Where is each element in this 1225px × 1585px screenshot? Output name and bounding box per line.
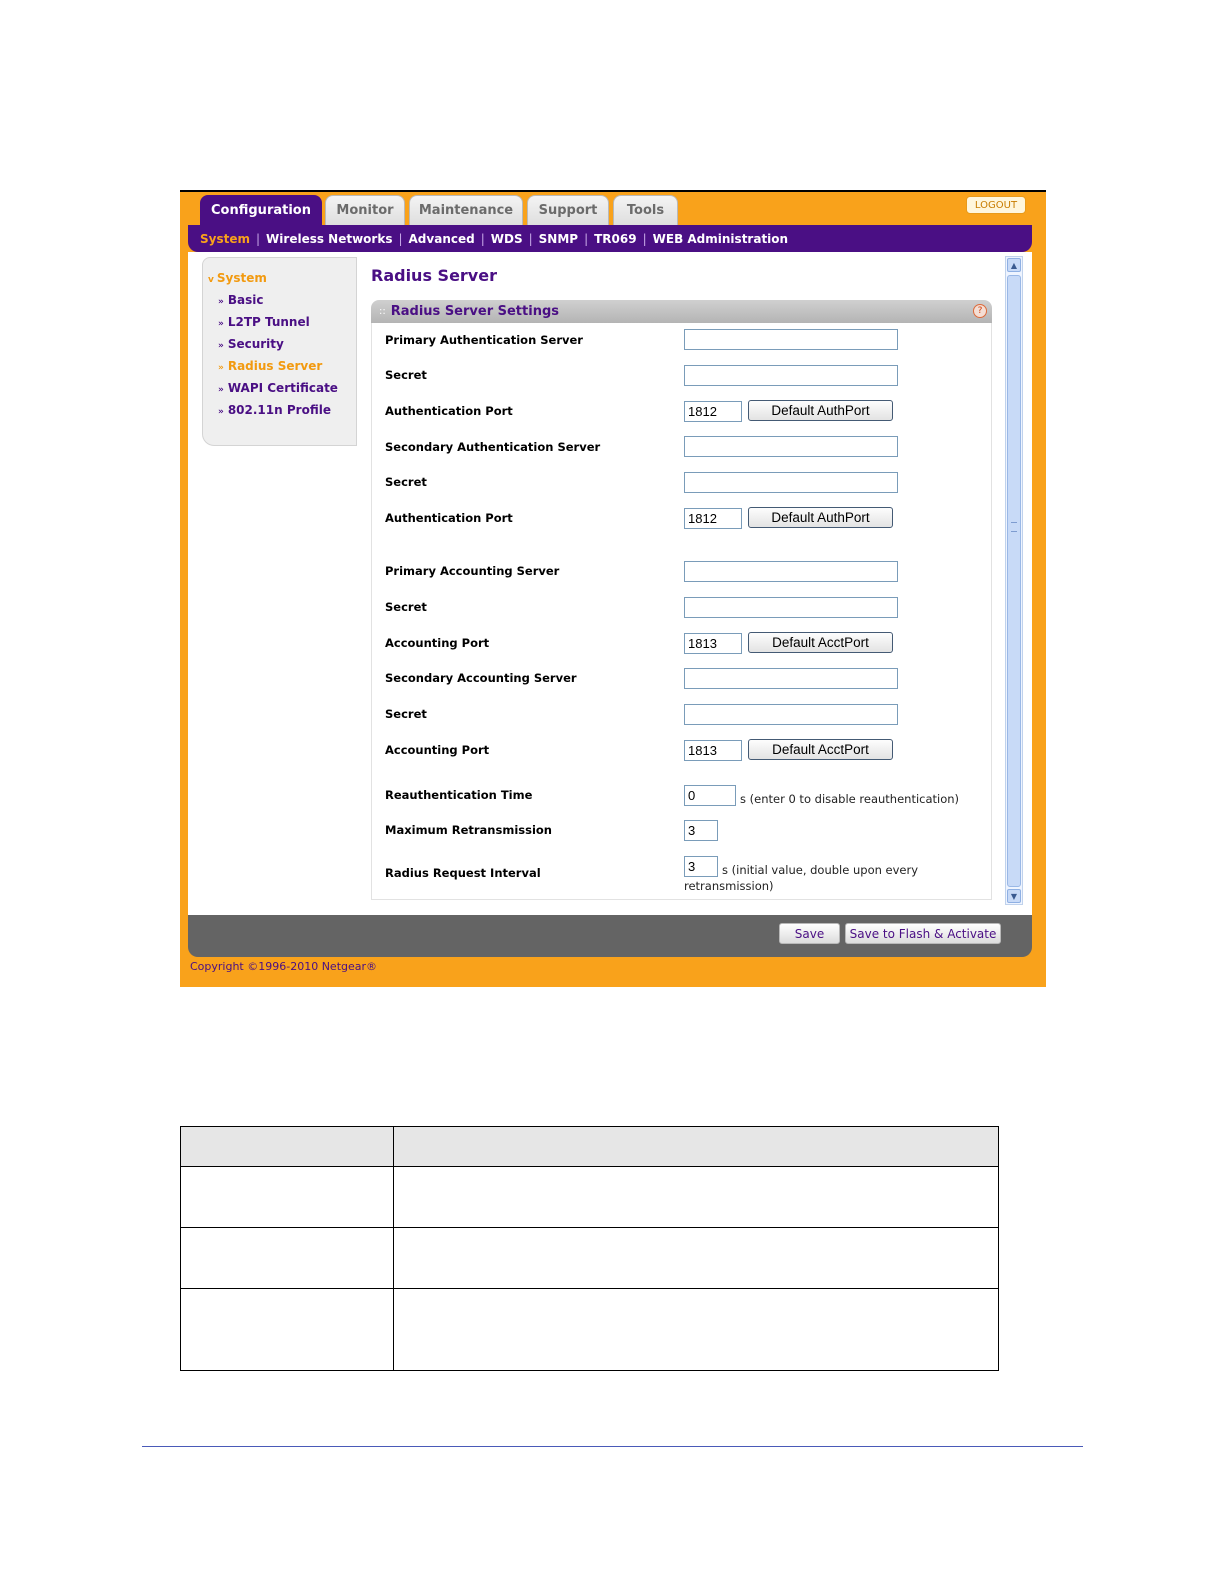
- table-cell: [394, 1289, 999, 1371]
- secondary-auth-secret-input[interactable]: [684, 472, 898, 493]
- page-title: Radius Server: [371, 266, 497, 285]
- primary-auth-server-label: Primary Authentication Server: [385, 333, 583, 347]
- subnav-web-administration[interactable]: WEB Administration: [652, 231, 789, 246]
- request-interval-note: s (initial value, double upon every: [722, 863, 919, 877]
- sidebar-heading-label: System: [216, 271, 267, 285]
- table-cell: [181, 1228, 394, 1289]
- secondary-auth-server-input[interactable]: [684, 436, 898, 457]
- scroll-up-icon[interactable]: ▲: [1007, 258, 1021, 272]
- default-acctport-button[interactable]: Default AcctPort: [748, 739, 893, 760]
- primary-acct-server-label: Primary Accounting Server: [385, 564, 560, 578]
- tab-configuration[interactable]: Configuration: [200, 195, 322, 225]
- table-cell: [394, 1167, 999, 1228]
- secondary-auth-server-label: Secondary Authentication Server: [385, 440, 601, 454]
- sub-navigation: [188, 225, 1032, 252]
- table-row: [181, 1167, 999, 1228]
- tab-support[interactable]: Support: [527, 195, 609, 225]
- subnav-snmp[interactable]: SNMP: [538, 231, 579, 246]
- copyright: Copyright ©1996-2010 Netgear®: [190, 960, 378, 973]
- table-cell: [181, 1289, 394, 1371]
- subnav-separator: |: [528, 231, 533, 246]
- sidebar-item-label: Basic: [227, 293, 264, 307]
- primary-auth-port-label: Authentication Port: [385, 404, 513, 418]
- secondary-auth-port-input[interactable]: [684, 508, 742, 529]
- secondary-auth-secret-label: Secret: [385, 475, 427, 489]
- subnav-system[interactable]: System: [200, 231, 250, 246]
- secondary-acct-server-input[interactable]: [684, 668, 898, 689]
- primary-acct-secret-input[interactable]: [684, 597, 898, 618]
- save-to-flash-activate-button[interactable]: Save to Flash & Activate: [845, 923, 1001, 944]
- table-row: [181, 1228, 999, 1289]
- sidebar-item-label: L2TP Tunnel: [227, 315, 310, 329]
- secondary-acct-server-label: Secondary Accounting Server: [385, 671, 577, 685]
- secondary-acct-secret-input[interactable]: [684, 704, 898, 725]
- app-window: [180, 190, 1046, 987]
- reauth-time-note: s (enter 0 to disable reauthentication): [740, 792, 960, 806]
- secondary-acct-port-input[interactable]: [684, 740, 742, 761]
- document-table: [180, 1126, 999, 1371]
- subnav-separator: |: [398, 231, 403, 246]
- double-chevron-icon: »: [218, 319, 224, 329]
- panel-title: Radius Server Settings: [390, 304, 559, 319]
- primary-auth-secret-input[interactable]: [684, 365, 898, 386]
- secondary-auth-port-label: Authentication Port: [385, 511, 513, 525]
- subnav-separator: |: [642, 231, 647, 246]
- primary-acct-port-input[interactable]: [684, 633, 742, 654]
- request-interval-input[interactable]: [684, 856, 718, 877]
- sidebar-item-security[interactable]: [218, 337, 284, 351]
- scroll-down-icon[interactable]: ▼: [1007, 889, 1021, 903]
- sidebar-heading[interactable]: [208, 271, 267, 285]
- tab-monitor[interactable]: Monitor: [325, 195, 405, 225]
- table-header-row: [181, 1127, 999, 1167]
- sidebar-item-label: Security: [227, 337, 284, 351]
- table-header-cell: [394, 1127, 999, 1167]
- sidebar-item-wapi-certificate[interactable]: [218, 381, 338, 395]
- table-cell: [394, 1228, 999, 1289]
- sidebar-item-basic[interactable]: [218, 293, 263, 307]
- double-chevron-icon: »: [218, 407, 224, 417]
- sidebar-item-80211n-profile[interactable]: [218, 403, 331, 417]
- primary-auth-port-input[interactable]: [684, 401, 742, 422]
- subnav-wds[interactable]: WDS: [490, 231, 523, 246]
- primary-auth-server-input[interactable]: [684, 329, 898, 350]
- reauth-time-input[interactable]: [684, 785, 736, 806]
- double-chevron-icon: »: [218, 363, 224, 373]
- primary-acct-port-label: Accounting Port: [385, 636, 490, 650]
- subnav-wireless-networks[interactable]: Wireless Networks: [266, 231, 393, 246]
- secondary-acct-secret-label: Secret: [385, 707, 427, 721]
- subnav-advanced[interactable]: Advanced: [408, 231, 475, 246]
- tab-tools[interactable]: Tools: [613, 195, 678, 225]
- radius-settings-form: [371, 323, 992, 900]
- primary-acct-server-input[interactable]: [684, 561, 898, 582]
- max-retransmission-label: Maximum Retransmission: [385, 823, 552, 837]
- main-content: [188, 252, 1032, 915]
- chevron-down-icon: v: [208, 275, 214, 285]
- vertical-scrollbar[interactable]: [1005, 256, 1023, 905]
- sidebar-item-label: WAPI Certificate: [227, 381, 338, 395]
- double-chevron-icon: »: [218, 385, 224, 395]
- grip-lines-icon: [1011, 522, 1017, 532]
- default-acctport-button[interactable]: Default AcctPort: [748, 632, 893, 653]
- sidebar-item-l2tp-tunnel[interactable]: [218, 315, 310, 329]
- subnav-separator: |: [256, 231, 261, 246]
- footer-bar: [188, 915, 1032, 957]
- default-authport-button[interactable]: Default AuthPort: [748, 507, 893, 528]
- tab-maintenance[interactable]: Maintenance: [409, 195, 523, 225]
- request-interval-label: Radius Request Interval: [385, 866, 541, 880]
- max-retransmission-input[interactable]: [684, 820, 718, 841]
- sidebar-item-label: Radius Server: [227, 359, 323, 373]
- save-button[interactable]: Save: [779, 923, 840, 944]
- subnav-separator: |: [584, 231, 589, 246]
- logout-button[interactable]: LOGOUT: [966, 196, 1026, 214]
- default-authport-button[interactable]: Default AuthPort: [748, 400, 893, 421]
- subnav-tr069[interactable]: TR069: [594, 231, 637, 246]
- primary-acct-secret-label: Secret: [385, 600, 427, 614]
- primary-auth-secret-label: Secret: [385, 368, 427, 382]
- double-chevron-icon: »: [218, 297, 224, 307]
- double-chevron-icon: »: [218, 341, 224, 351]
- request-interval-note-continued: retransmission): [684, 879, 774, 893]
- scrollbar-thumb[interactable]: [1007, 275, 1021, 887]
- panel-header: [371, 300, 992, 323]
- reauth-time-label: Reauthentication Time: [385, 788, 533, 802]
- table-header-cell: [181, 1127, 394, 1167]
- subnav-separator: |: [480, 231, 485, 246]
- table-cell: [181, 1167, 394, 1228]
- grip-icon: ::: [379, 306, 386, 317]
- table-row: [181, 1289, 999, 1371]
- footer-rule: [142, 1446, 1083, 1447]
- sidebar-item-radius-server[interactable]: [218, 359, 322, 373]
- sidebar-item-label: 802.11n Profile: [227, 403, 331, 417]
- sidebar: [202, 257, 357, 446]
- help-icon[interactable]: ?: [973, 304, 987, 318]
- secondary-acct-port-label: Accounting Port: [385, 743, 490, 757]
